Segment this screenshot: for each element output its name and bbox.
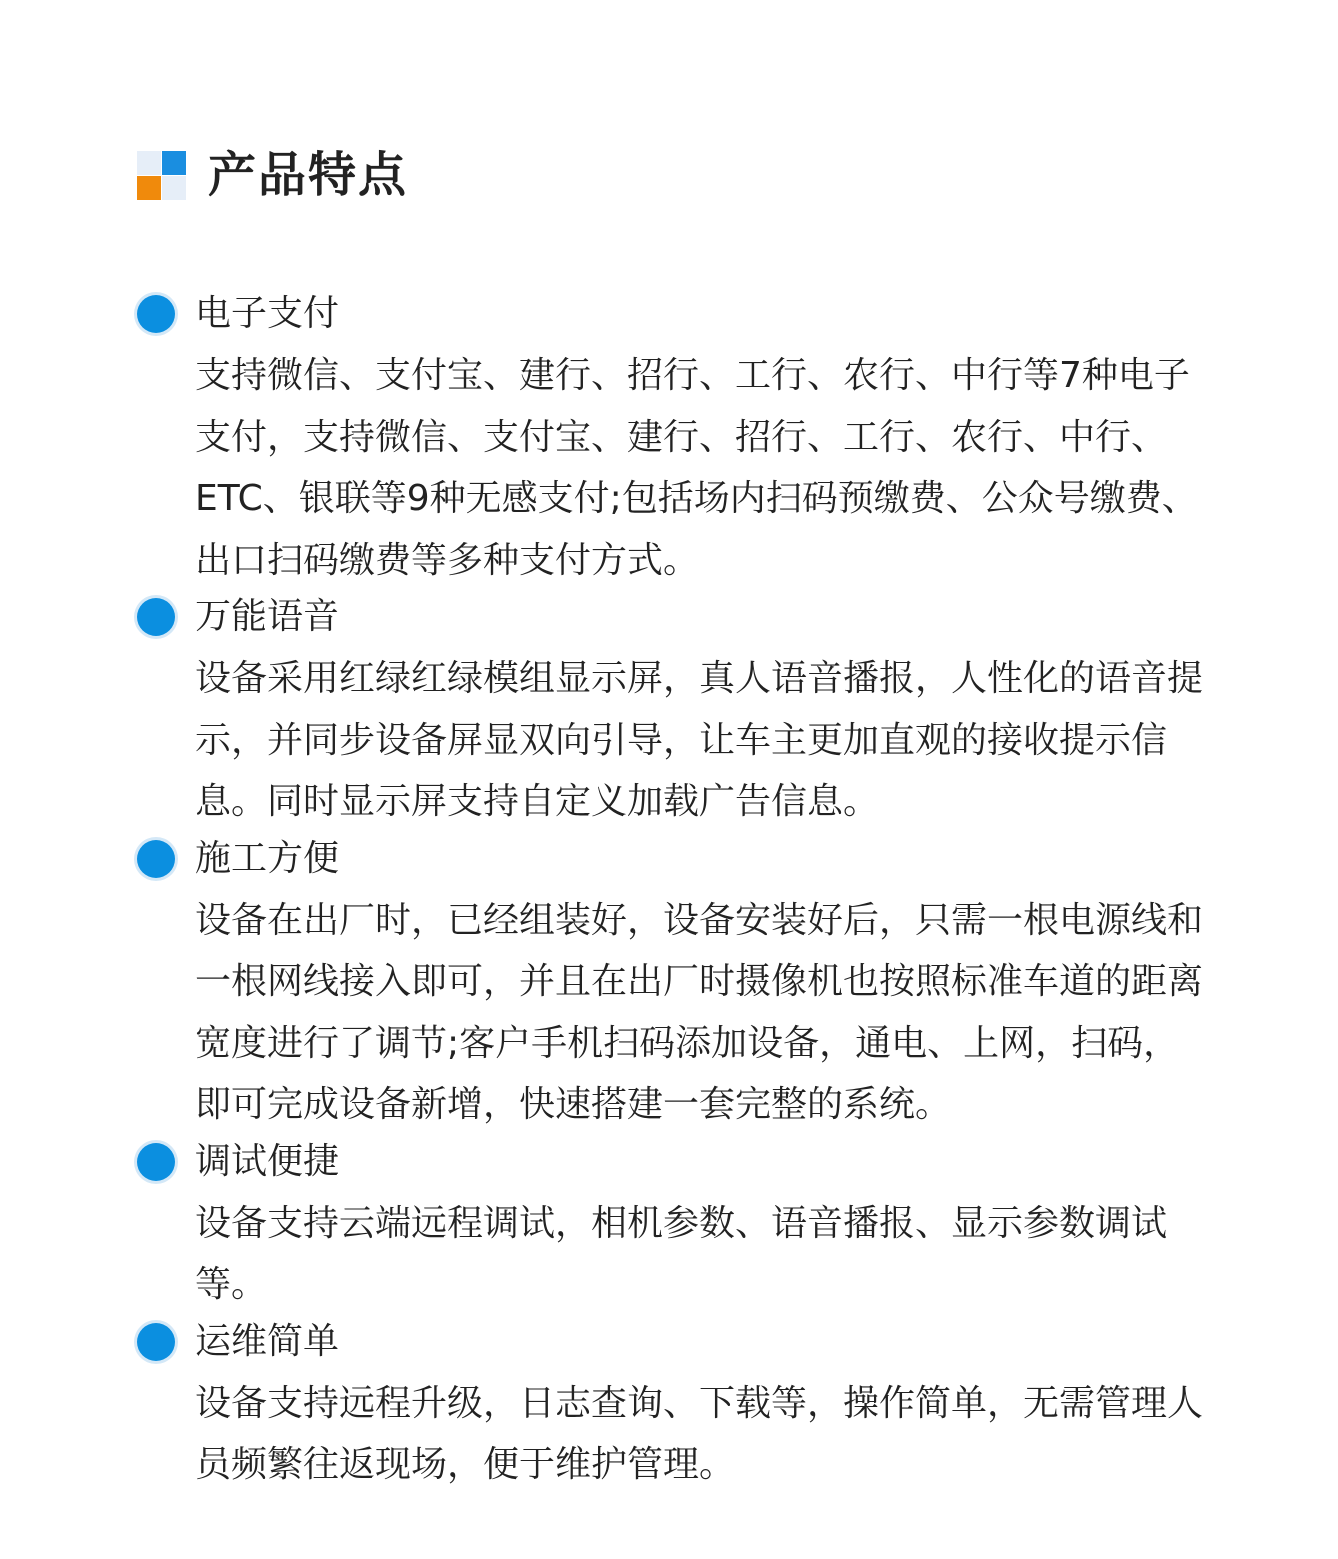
section-logo-icon (137, 151, 186, 200)
bullet-dot-icon (137, 598, 175, 636)
feature-item-maintenance (137, 1317, 1227, 1496)
bullet-dot-icon (137, 295, 175, 333)
feature-item-payment (137, 289, 1227, 591)
feature-title: 调试便捷 (195, 1140, 340, 1182)
page-title: 产品特点 (208, 147, 409, 203)
feature-title: 万能语音 (195, 596, 340, 637)
logo-square-bottom-right (162, 176, 186, 200)
feature-title: 施工方便 (195, 837, 340, 879)
feature-item-debugging (137, 1137, 1227, 1316)
feature-description: 设备采用红绿红绿模组显示屏，真人语音播报，人性化的语音提示，并同步设备屏显双向引导，让车主更加直观的接收提示信息。同时显示屏支持自定义加载广告信息。 (195, 658, 1204, 822)
feature-title: 电子支付 (195, 293, 340, 334)
feature-item-installation (137, 834, 1227, 1136)
bullet-dot-icon (137, 840, 175, 878)
feature-list (137, 289, 1227, 1496)
feature-description: 设备在出厂时，已经组装好，设备安装好后，只需一根电源线和一根网线接入即可，并且在出厂时摄像机也按照标准车道的距离宽度进行了调节;客户手机扫码添加设备，通电、上网，扫码，即可完成设备新增，快速搭建一套完整的系统。 (195, 899, 1204, 1125)
logo-square-bottom-left (137, 176, 161, 200)
logo-square-top-right (162, 151, 186, 175)
bullet-dot-icon (137, 1143, 175, 1181)
feature-description: 设备支持远程升级，日志查询、下载等，操作简单，无需管理人员频繁往返现场，便于维护管理。 (195, 1382, 1204, 1485)
logo-square-top-left (137, 151, 161, 175)
bullet-dot-icon (137, 1323, 175, 1361)
feature-description: 设备支持云端远程调试，相机参数、语音播报、显示参数调试等。 (195, 1202, 1168, 1305)
section-header (137, 147, 409, 203)
feature-description: 支持微信、支付宝、建行、招行、工行、农行、中行等7种电子支付，支持微信、支付宝、建行、招行、工行、农行、中行、ETC、银联等9种无感支付;包括场内扫码预缴费、公众号缴费、出口扫码缴费等多种支付方式。 (195, 355, 1198, 581)
feature-title: 运维简单 (195, 1320, 340, 1362)
feature-item-voice (137, 592, 1227, 833)
